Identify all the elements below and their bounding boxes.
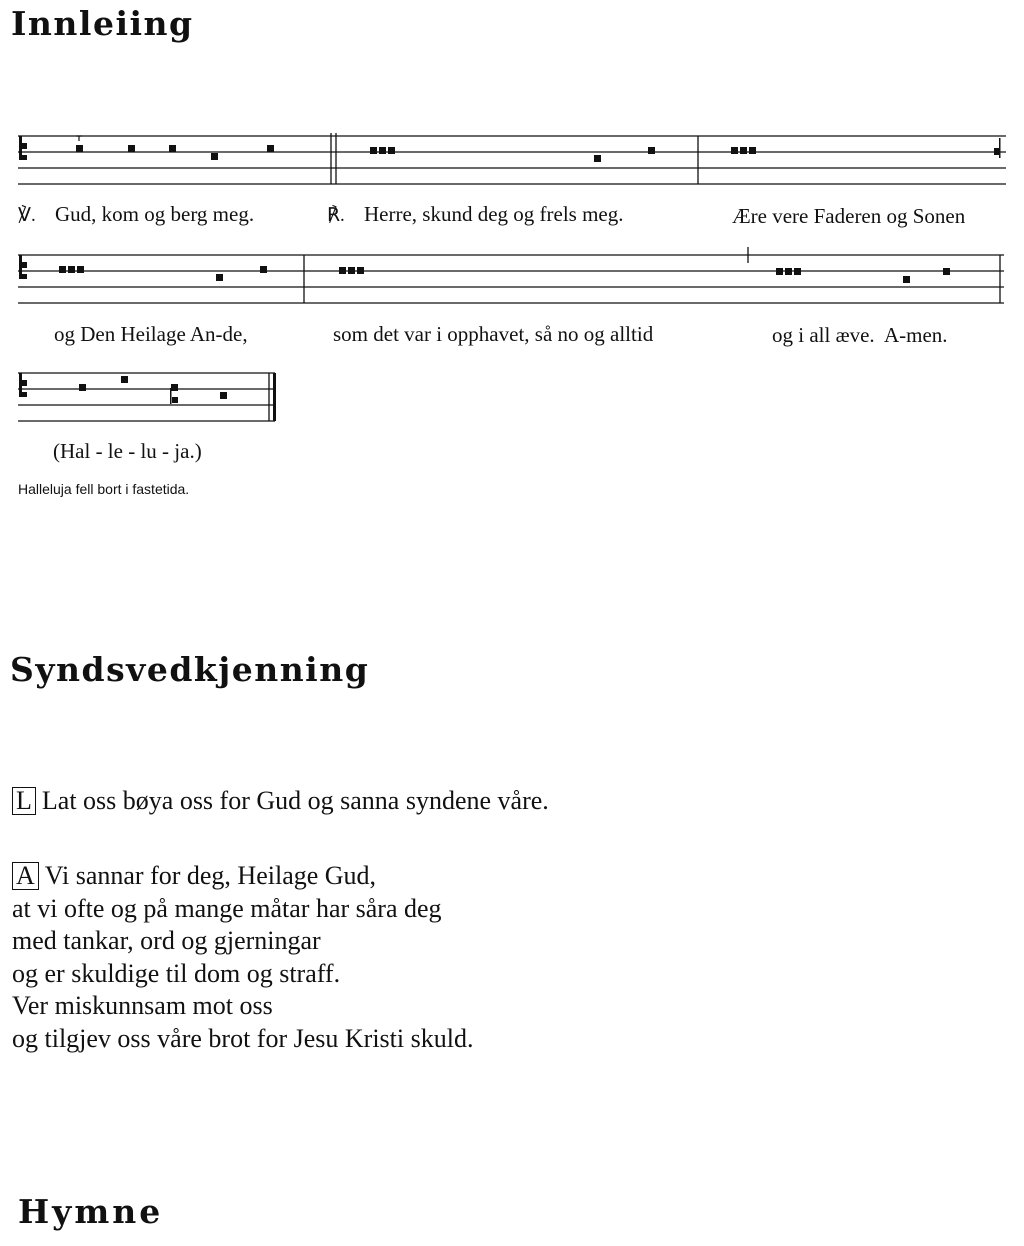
versicle-symbol: ℣.	[18, 205, 36, 226]
clef-icon	[19, 136, 27, 160]
leader-label-box: L	[12, 787, 36, 815]
lyric-phrase-3: og i all æve. A-men.	[772, 323, 948, 347]
versicle-line	[18, 202, 254, 227]
response-symbol: ℟.	[327, 205, 345, 226]
staff-1-notes	[76, 136, 1001, 162]
prayer-line: at vi ofte og på mange måtar har såra deg	[12, 893, 442, 923]
prayer-line: A Vi sannar for deg, Heilage Gud,	[12, 860, 473, 893]
versicle-text: Gud, kom og berg meg.	[55, 202, 255, 226]
congregation-prayer	[12, 860, 473, 1055]
section-title-syndsvedkjenning: Syndsvedkjenning	[10, 650, 370, 689]
prayer-line: og tilgjev oss våre brot for Jesu Kristi skuld.	[12, 1023, 474, 1053]
staff-2	[18, 247, 1004, 303]
response-line	[327, 202, 624, 227]
section-title-innleiing: Innleiing	[11, 4, 194, 43]
section-title-hymne: Hymne	[18, 1192, 164, 1231]
prayer-line: med tankar, ord og gjerningar	[12, 926, 321, 955]
lyric-phrase-2: som det var i opphavet, så no og alltid	[333, 322, 654, 346]
gloria-text: Ære vere Faderen og Sonen	[732, 204, 966, 228]
prayer-line: Ver miskunnsam mot oss	[12, 991, 273, 1020]
rubric-note: Halleluja fell bort i fastetida.	[18, 481, 190, 497]
lyric-phrase-1: og Den Heilage An-de,	[54, 322, 248, 346]
leader-text: Lat oss bøya oss for Gud og sanna syndene våre.	[41, 786, 549, 815]
staff-1	[18, 133, 1006, 184]
alleluia-text: (Hal - le - lu - ja.)	[53, 439, 202, 463]
all-label-box: A	[12, 862, 39, 890]
leader-line	[12, 785, 549, 818]
staff-3	[18, 373, 275, 421]
prayer-line: og er skuldige til dom og straff.	[12, 958, 341, 988]
response-text: Herre, skund deg og frels meg.	[364, 202, 624, 226]
